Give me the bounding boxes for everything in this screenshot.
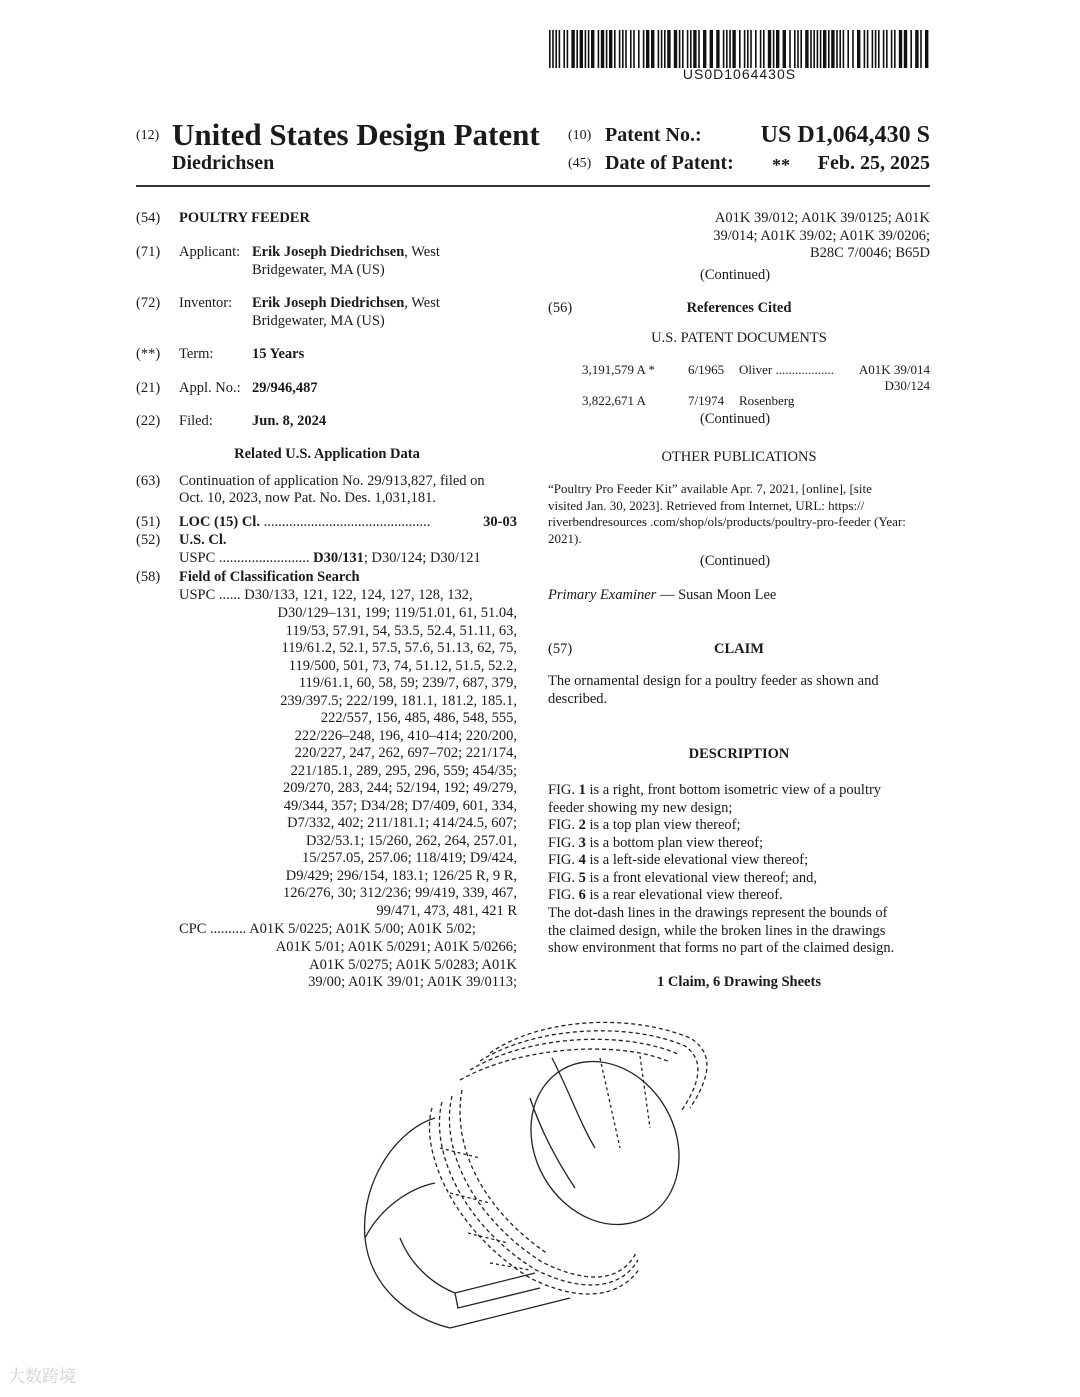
fig-text: feeder showing my new design; <box>548 799 733 816</box>
filed-label: Filed: <box>179 413 213 429</box>
uspc-search-line: D30/129–131, 199; 119/51.01, 61, 51.04, <box>277 605 517 621</box>
barcode-bar <box>920 30 922 68</box>
uspc-search-line: 126/276, 30; 312/236; 99/419, 339, 467, <box>282 885 517 901</box>
figure-description-line <box>548 852 930 870</box>
cpc-search-lines <box>179 939 517 992</box>
barcode-bar <box>891 30 893 68</box>
barcode-bar <box>674 30 677 68</box>
inventor-line-2: Bridgewater, MA (US) <box>252 313 385 329</box>
barcode-bar <box>904 30 907 68</box>
barcode-bar <box>839 30 841 68</box>
description-line: the claimed design, while the broken lines in the drawings <box>548 922 886 939</box>
barcode-bar <box>872 30 874 68</box>
barcode-bar <box>571 30 574 68</box>
patent-number-label: Patent No.: <box>605 124 702 146</box>
uspc-label: USPC <box>179 550 219 566</box>
other-publication-line: riverbendresources .com/shop/ols/products/poultry-pro-feeder (Year: <box>548 514 906 529</box>
cpc-search-first-line: CPC .......... A01K 5/0225; A01K 5/00; A01K 5/02; <box>179 921 476 937</box>
inventor-location: , West <box>404 295 440 311</box>
claims-and-sheets: 1 Claim, 6 Drawing Sheets <box>657 974 821 990</box>
barcode-bar <box>747 30 749 68</box>
uspc-search-line: 220/227, 247, 262, 697–702; 221/174, <box>294 745 517 761</box>
fig-number: 2 <box>578 817 586 833</box>
fig-number: 3 <box>578 834 586 851</box>
field-58-code: (58) <box>136 569 161 585</box>
barcode-bar <box>661 30 663 68</box>
description-line: The dot-dash lines in the drawings represent the bounds of <box>548 905 888 921</box>
term-code: (**) <box>136 346 161 362</box>
field-71-code: (71) <box>136 244 161 260</box>
fig-text: is a bottom plan view thereof; <box>585 834 764 851</box>
applicant-line-2: Bridgewater, MA (US) <box>252 262 385 278</box>
barcode-bar <box>723 30 725 68</box>
uspc-search-lines <box>179 605 517 920</box>
barcode-bar <box>690 30 692 68</box>
field-63-code: (63) <box>136 473 161 489</box>
uspc-search-line: 221/185.1, 289, 295, 296, 559; 454/35; <box>290 762 517 779</box>
document-type-title: United States Design Patent <box>172 117 540 152</box>
fig-number: 4 <box>578 852 586 868</box>
barcode-bar <box>800 30 802 68</box>
ref-1-name-line <box>739 362 834 379</box>
barcode-bar <box>783 30 786 68</box>
claim-text <box>548 673 930 708</box>
barcode-number: US0D1064430S <box>682 66 797 82</box>
barcode-bar <box>797 30 799 68</box>
barcode-bar <box>555 30 557 68</box>
barcode-bar <box>693 30 696 68</box>
field-57-code: (57) <box>548 641 573 657</box>
figure-description-line <box>548 835 930 853</box>
ref-1-date: 6/1965 <box>688 362 725 377</box>
fig-text: is a left-side elevational view thereof; <box>585 852 809 868</box>
cpc-continued-line: 39/014; A01K 39/02; A01K 39/0206; <box>713 227 930 244</box>
uspc-search-line: 119/53, 57.91, 54, 53.5, 52.4, 51.11, 63, <box>285 622 517 639</box>
fig-prefix: FIG. <box>548 869 579 886</box>
barcode-bar <box>852 30 854 68</box>
figure-description-line <box>548 870 930 888</box>
description-text <box>548 905 930 958</box>
cpc-search-line: 39/00; A01K 39/01; A01K 39/0113; <box>308 974 517 990</box>
uspc-main-class: D30/131 <box>309 550 364 566</box>
barcode-bar <box>716 30 719 68</box>
barcode-bar <box>622 30 624 68</box>
poultry-feeder-drawing <box>340 998 740 1343</box>
barcode-bar <box>552 30 554 68</box>
barcode-bar <box>549 30 551 68</box>
cpc-continued-line: B28C 7/0046; B65D <box>809 245 930 261</box>
barcode-bar <box>847 30 849 68</box>
inventor-line-1 <box>252 295 440 313</box>
barcode-bar <box>805 30 808 68</box>
fig-number: 5 <box>578 869 586 886</box>
loc-class-line <box>179 514 430 532</box>
figure-description-line <box>548 817 930 835</box>
barcode-bar <box>630 30 632 68</box>
barcode-bar <box>773 30 775 68</box>
ref-1-name: Oliver <box>739 362 773 377</box>
inventor-surname: Diedrichsen <box>172 152 275 174</box>
fig-number: 1 <box>578 782 586 798</box>
barcode-bar <box>580 30 583 68</box>
barcode-bar <box>559 30 561 68</box>
inventor-label: Inventor: <box>179 295 233 311</box>
applicant-line-1 <box>252 244 440 262</box>
barcode-bar <box>710 30 713 68</box>
figure-descriptions <box>548 782 930 905</box>
uspc-search-line: D7/332, 402; 211/181.1; 414/24.5, 607; <box>287 815 517 831</box>
primary-examiner-label: Primary Examiner <box>548 587 657 603</box>
cpc-search-line: A01K 5/01; A01K 5/0291; A01K 5/0266; <box>275 939 517 955</box>
uspc-search-line: 222/557, 156, 485, 486, 548, 555, <box>320 710 517 726</box>
ref-1-number: 3,191,579 A * <box>582 362 655 377</box>
claim-line: The ornamental design for a poultry feeder as shown and <box>548 673 879 689</box>
barcode-bar <box>820 30 822 68</box>
loc-class-dots: .............................................. <box>259 514 431 530</box>
code-10: (10) <box>568 128 592 143</box>
barcode-bar <box>563 30 565 68</box>
barcode-bar <box>651 30 654 68</box>
barcode-bar <box>910 30 912 68</box>
barcode-bar <box>726 30 728 68</box>
applicant-location: , West <box>404 244 440 260</box>
barcode-bar <box>588 30 590 68</box>
uspc-search-line: 119/61.1, 60, 58, 59; 239/7, 687, 379, <box>298 675 517 691</box>
uspc-other-classes: ; D30/124; D30/121 <box>363 550 481 566</box>
barcode-bar <box>875 30 877 68</box>
barcode-bar <box>817 30 819 68</box>
barcode-bar <box>750 30 752 68</box>
barcode-bar <box>609 30 612 68</box>
barcode-bar <box>744 30 746 68</box>
uspc-search-line: 209/270, 283, 244; 52/194, 192; 49/279, <box>282 780 517 796</box>
design-title: POULTRY FEEDER <box>179 210 310 226</box>
related-data-heading: Related U.S. Application Data <box>234 446 420 462</box>
field-51-code: (51) <box>136 514 161 530</box>
barcode-bar <box>878 30 880 68</box>
fig-text: is a right, front bottom isometric view of a poultry <box>585 782 882 798</box>
barcode-bar <box>768 30 771 68</box>
barcode-bar <box>760 30 762 68</box>
description-heading: DESCRIPTION <box>688 746 790 762</box>
barcode-bar <box>867 30 869 68</box>
barcode-bar <box>810 30 812 68</box>
cpc-continued-lines <box>548 210 930 263</box>
uspc-search-line: 99/471, 473, 481, 421 R <box>376 902 517 919</box>
barcode-bar <box>729 30 731 68</box>
field-of-search-label: Field of Classification Search <box>179 569 360 585</box>
barcode-bar <box>698 30 700 68</box>
barcode-bar <box>658 30 660 68</box>
barcode-bar <box>638 30 640 68</box>
figure-description-line <box>548 887 930 905</box>
us-class-line <box>179 550 481 568</box>
fig-prefix: FIG. <box>548 852 579 868</box>
loc-class-label: LOC (15) Cl. <box>179 514 260 530</box>
barcode-bar <box>667 30 670 68</box>
barcode-bar <box>679 30 681 68</box>
barcode-bar <box>739 30 741 68</box>
other-publication-line: visited Jan. 30, 2023]. Retrieved from Internet, URL: https:// <box>548 497 865 513</box>
barcode-bar <box>857 30 860 68</box>
barcode-bar <box>643 30 645 68</box>
field-52-code: (52) <box>136 532 161 548</box>
barcode-bar <box>894 30 896 68</box>
barcode-bar <box>776 30 779 68</box>
header-rule <box>136 185 930 187</box>
barcode-bar <box>591 30 594 68</box>
primary-examiner-line <box>548 587 776 605</box>
code-12: (12) <box>136 128 160 143</box>
filed-value: Jun. 8, 2024 <box>252 413 327 429</box>
cpc-search-line: A01K 5/0275; A01K 5/0283; A01K <box>309 956 517 973</box>
barcode-bar <box>687 30 689 68</box>
term-label: Term: <box>179 346 214 362</box>
barcode-bar <box>625 30 627 68</box>
appl-no-value: 29/946,487 <box>252 380 318 396</box>
barcode-bar <box>633 30 635 68</box>
uspc-search-line: 222/226–248, 196, 410–414; 220/200, <box>294 727 517 744</box>
barcode-bar <box>732 30 735 68</box>
barcode-bar <box>789 30 791 68</box>
uspc-dots: ......................... <box>218 550 310 566</box>
barcode-bar <box>585 30 587 68</box>
uspc-search-line: 49/344, 357; D34/28; D7/409, 601, 334, <box>283 797 517 814</box>
uspc-search-line: 119/500, 501, 73, 74, 51.12, 51.5, 52.2, <box>288 657 517 674</box>
fig-prefix: FIG. <box>548 887 579 903</box>
field-22-code: (22) <box>136 413 161 429</box>
barcode-bar <box>567 30 569 68</box>
pubs-continued-note: (Continued) <box>700 553 771 569</box>
appl-no-label: Appl. No.: <box>179 380 241 396</box>
barcode-bar <box>598 30 600 68</box>
barcode-bar <box>813 30 815 68</box>
ref-2-name: Rosenberg <box>739 393 795 408</box>
barcode-bar <box>886 30 888 68</box>
other-publication-line: 2021). <box>548 530 582 546</box>
fig-prefix: FIG. <box>548 782 579 798</box>
barcode-bar <box>763 30 765 68</box>
barcode-bar <box>828 30 830 68</box>
claim-heading: CLAIM <box>714 641 764 657</box>
ref-1-class-2: D30/124 <box>884 378 930 393</box>
figure-description-line <box>548 782 930 800</box>
barcode-bar <box>883 30 885 68</box>
barcode-bar <box>925 30 928 68</box>
loc-class-value: 30-03 <box>483 514 517 530</box>
barcode-bar <box>576 30 578 68</box>
inventor-name: Erik Joseph Diedrichsen <box>252 295 405 311</box>
continuation-line-2: Oct. 10, 2023, now Pat. No. Des. 1,031,181. <box>179 490 436 506</box>
barcode-bar <box>703 30 706 68</box>
figure-description-line <box>548 800 930 818</box>
other-publication-line: “Poultry Pro Feeder Kit” available Apr. 7, 2021, [online], [site <box>548 481 872 496</box>
ref-1-class: A01K 39/014 <box>858 362 930 377</box>
continuation-line-1: Continuation of application No. 29/913,827, filed on <box>179 473 485 489</box>
patent-number: US D1,064,430 S <box>760 122 930 148</box>
applicant-label: Applicant: <box>179 244 241 260</box>
us-patent-documents-heading: U.S. PATENT DOCUMENTS <box>651 330 827 346</box>
uspc-search-line: 15/257.05, 257.06; 118/419; D9/424, <box>302 850 517 866</box>
description-line: show environment that forms no part of the claimed design. <box>548 940 895 956</box>
applicant-name: Erik Joseph Diedrichsen <box>252 244 405 260</box>
cpc-continued-note: (Continued) <box>700 267 771 283</box>
refs-continued-note: (Continued) <box>700 411 771 427</box>
fig-text: is a rear elevational view thereof. <box>585 887 783 903</box>
barcode-bar <box>601 30 604 68</box>
uspc-search-line: 119/61.2, 52.1, 57.5, 57.6, 51.13, 62, 75, <box>281 640 517 656</box>
barcode <box>549 30 930 68</box>
barcode-bar <box>915 30 918 68</box>
ref-2-number: 3,822,671 A <box>582 393 646 408</box>
date-of-patent-label: Date of Patent: <box>605 152 734 174</box>
field-21-code: (21) <box>136 380 161 396</box>
uspc-search-line: D32/53.1; 15/260, 262, 264, 257.01, <box>305 832 517 849</box>
us-class-label: U.S. Cl. <box>179 532 227 548</box>
cpc-continued-line: A01K 39/012; A01K 39/0125; A01K <box>714 210 930 226</box>
ref-2-date: 7/1974 <box>688 393 725 408</box>
references-cited-heading: References Cited <box>686 300 792 316</box>
barcode-bar <box>794 30 796 68</box>
barcode-bar <box>843 30 845 68</box>
barcode-bar <box>619 30 621 68</box>
watermark-logo: 大数跨境 <box>8 1367 76 1387</box>
barcode-bar <box>836 30 838 68</box>
barcode-bar <box>864 30 866 68</box>
fig-text: is a front elevational view thereof; and, <box>585 869 817 886</box>
field-54-code: (54) <box>136 210 161 226</box>
fig-prefix: FIG. <box>548 834 579 851</box>
barcode-bar <box>823 30 826 68</box>
fig-prefix: FIG. <box>548 817 579 833</box>
field-72-code: (72) <box>136 295 161 311</box>
claim-line: described. <box>548 690 608 707</box>
date-of-patent: Feb. 25, 2025 <box>817 152 930 174</box>
term-marker: ** <box>772 155 790 175</box>
other-publications-heading: OTHER PUBLICATIONS <box>661 449 817 465</box>
fig-number: 6 <box>578 887 586 903</box>
barcode-bar <box>614 30 616 68</box>
uspc-search-line: 239/397.5; 222/199, 181.1, 181.2, 185.1, <box>280 692 517 709</box>
barcode-bar <box>646 30 649 68</box>
field-56-code: (56) <box>548 300 573 316</box>
barcode-bar <box>682 30 684 68</box>
ref-1-dots: .................. <box>772 362 834 377</box>
uspc-search-line: D9/429; 296/154, 183.1; 126/25 R, 9 R, <box>285 867 517 884</box>
other-publications-text <box>548 481 930 547</box>
barcode-bar <box>899 30 902 68</box>
barcode-bar <box>664 30 666 68</box>
barcode-bar <box>606 30 608 68</box>
barcode-bar <box>755 30 757 68</box>
fig-text: is a top plan view thereof; <box>585 817 741 833</box>
uspc-search-first-line: USPC ...... D30/133, 121, 122, 124, 127, 128, 132, <box>179 587 473 603</box>
term-value: 15 Years <box>252 346 305 362</box>
barcode-bar <box>831 30 834 68</box>
primary-examiner-name: — Susan Moon Lee <box>656 587 777 603</box>
code-45: (45) <box>568 156 592 171</box>
